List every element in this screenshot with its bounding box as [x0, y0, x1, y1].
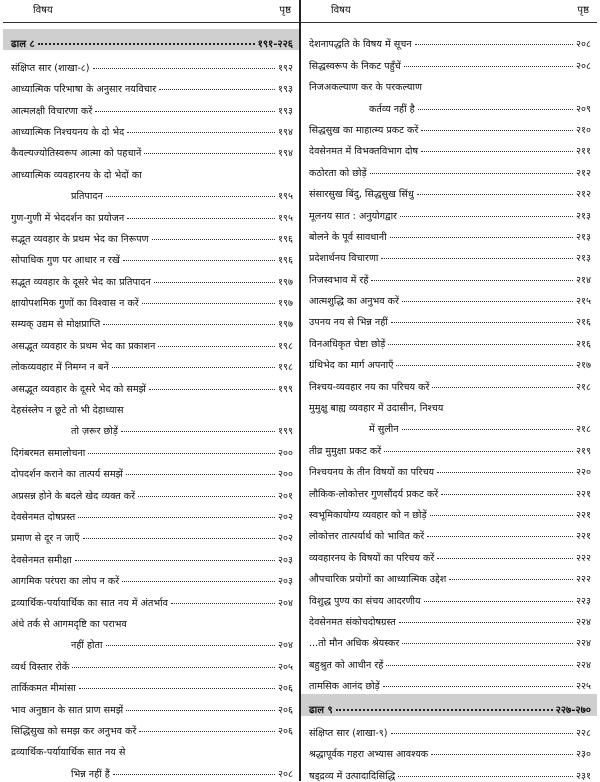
left-entry-list — [3, 29, 299, 780]
entry-page-number: २०८ — [576, 60, 591, 72]
entry-page-number: २३० — [576, 749, 591, 761]
dot-leader — [158, 346, 275, 347]
toc-entry — [3, 330, 299, 351]
toc-entry — [3, 138, 299, 159]
dot-leader — [391, 733, 573, 734]
dot-leader — [421, 130, 573, 131]
entry-title: श्रद्धापूर्वक गहरा अभ्यास आवश्यक — [309, 749, 429, 761]
entry-page-number: २१९ — [576, 445, 591, 457]
dot-leader — [83, 538, 275, 539]
entry-title: क्षायोपशमिक गुणों का विश्वास न करें — [11, 298, 139, 310]
toc-entry — [3, 758, 299, 779]
dot-leader — [383, 686, 573, 687]
dot-leader — [95, 111, 275, 112]
toc-entry — [3, 480, 299, 501]
entry-title: असद्भूत व्यवहार के प्रथम भेद का प्रकाशन — [11, 340, 156, 352]
entry-title: ...तो मौन अधिक श्रेयस्कर — [309, 638, 400, 650]
entry-page-number: २१८ — [576, 424, 591, 436]
entry-title: औपचारिक प्रयोगों का आध्यात्मिक उद्देश — [309, 574, 447, 586]
toc-entry — [3, 266, 299, 287]
toc-entry — [3, 181, 299, 202]
dot-leader — [121, 431, 275, 432]
toc-entry — [301, 585, 597, 606]
entry-title: मुमुक्षु बाह्य व्यवहार में उदासीन, निश्चय — [309, 403, 444, 415]
dot-leader — [437, 558, 573, 559]
entry-title: में सुलीन — [369, 424, 399, 436]
toc-entry — [301, 457, 597, 478]
toc-entry — [3, 459, 299, 480]
entry-title: कैवल्यज्योतिस्वरूप आत्मा को पहचानें — [11, 148, 142, 160]
toc-entry — [3, 630, 299, 651]
entry-title: देवसेनमत समीक्षा — [11, 554, 72, 566]
entry-title: षड्द्रव्य में उत्पादादिसिद्धि — [309, 770, 396, 782]
toc-entry — [301, 286, 597, 307]
entry-page-number: २२४ — [576, 638, 591, 650]
entry-page-number: २१७ — [576, 360, 591, 372]
toc-entry — [301, 478, 597, 499]
entry-page-number: १९६ — [278, 255, 293, 267]
dot-leader — [144, 153, 275, 154]
dot-leader — [122, 581, 275, 582]
entry-title: कर्तव्य नहीं है — [369, 103, 415, 115]
right-column-header — [301, 0, 597, 23]
toc-entry — [3, 74, 299, 95]
entry-title: निजस्वभाव में रहें — [309, 274, 369, 286]
entry-page-number: २०२ — [278, 533, 293, 545]
entry-page-number: २०० — [278, 447, 293, 459]
dot-leader — [138, 496, 275, 497]
toc-entry — [301, 307, 597, 328]
entry-title: ग्रंथिभेद का मार्ग अपनाएँ — [309, 360, 394, 372]
entry-page-number: १९९ — [278, 426, 293, 438]
dot-leader — [75, 560, 275, 561]
entry-page-number: २२५ — [576, 681, 591, 693]
entry-page-number: २१३ — [576, 210, 591, 222]
dot-leader — [159, 89, 275, 90]
toc-entry — [3, 52, 299, 73]
toc-entry — [301, 243, 597, 264]
entry-page-number: २२२ — [576, 574, 591, 586]
toc-entry — [3, 523, 299, 544]
entry-page-number: २२१ — [576, 509, 591, 521]
entry-page-number: १९२ — [278, 62, 293, 74]
entry-title: सोपाधिक गुण पर आधार न रखें — [11, 255, 120, 267]
toc-entry — [301, 371, 597, 392]
entry-page-number: २२१ — [576, 531, 591, 543]
entry-page-number: २११ — [576, 146, 591, 158]
page-heading: पृष्ठ — [577, 5, 589, 16]
entry-title: आगमिक परंपरा का लोप न करें — [11, 576, 120, 588]
entry-title: तो ज़रूर छोड़ें — [71, 426, 118, 438]
dot-leader — [38, 43, 255, 45]
dot-leader — [415, 44, 573, 45]
entry-title: देशनापद्धति के विषय में सूचन — [309, 39, 412, 51]
entry-title: ढाल ९ — [309, 704, 333, 716]
entry-title: नहीं होता — [71, 640, 103, 652]
dot-leader — [402, 429, 573, 430]
entry-title: मूलनय सात : अनुयोगद्वार — [309, 210, 397, 222]
dot-leader — [127, 132, 275, 133]
dot-leader — [390, 237, 573, 238]
entry-title: विनअधिकृत चेष्टा छोड़ें — [309, 338, 386, 350]
entry-page-number: १९६ — [278, 233, 293, 245]
entry-page-number: २१३ — [576, 253, 591, 265]
toc-entry — [301, 718, 597, 739]
dot-leader — [142, 303, 275, 304]
dot-leader — [421, 151, 573, 152]
entry-title: आध्यात्मिक व्यवहारनय के दो भेदों का — [11, 169, 142, 181]
entry-title: भिन्न नहीं हैं — [71, 768, 110, 780]
entry-title: स्वभूमिकायोग्य व्यवहार को न छोड़ें — [309, 509, 427, 521]
entry-page-number: १९३ — [278, 84, 293, 96]
toc-entry — [301, 760, 597, 781]
toc-entry — [3, 224, 299, 245]
toc-entry — [301, 414, 597, 435]
toc-entry — [301, 200, 597, 221]
entry-title: व्यर्थ विस्तार रोकें — [11, 661, 70, 673]
toc-entry — [3, 373, 299, 394]
dot-leader — [388, 344, 573, 345]
entry-page-number: २१३ — [576, 231, 591, 243]
entry-title: गुण-गुणी में भेददर्शन का प्रयोजन — [11, 212, 125, 224]
toc-entry — [301, 649, 597, 670]
entry-page-number: १९५ — [278, 212, 293, 224]
entry-page-number: २०३ — [278, 576, 293, 588]
entry-page-number: १९४ — [278, 148, 293, 160]
toc-entry — [3, 502, 299, 523]
dot-leader — [396, 365, 573, 366]
toc-entry — [301, 739, 597, 760]
entry-page-number: २०६ — [278, 683, 293, 695]
dot-leader — [154, 282, 275, 283]
entry-title: कठोरता को छोड़ें — [309, 167, 367, 179]
toc-entry — [3, 159, 299, 180]
entry-page-number: २०८ — [278, 768, 293, 780]
entry-page-number: २१२ — [576, 189, 591, 201]
entry-title: प्रतिपादन — [71, 191, 103, 203]
toc-entry — [301, 157, 597, 178]
entry-title: संक्षिप्त सार (शाखा-९) — [309, 727, 388, 739]
entry-title: आत्मलक्षी विचारणा करें — [11, 105, 93, 117]
dot-leader — [400, 216, 573, 217]
toc-entry — [3, 694, 299, 715]
entry-title: देवसेनमत संकोचदोषग्रस्त — [309, 616, 396, 628]
toc-entry — [301, 671, 597, 692]
dot-leader — [78, 517, 275, 518]
dot-leader — [381, 258, 573, 259]
dot-leader — [424, 601, 573, 602]
dot-leader — [384, 451, 573, 452]
entry-page-number: २२४ — [576, 659, 591, 671]
toc-entry — [3, 395, 299, 416]
dot-leader — [149, 389, 275, 390]
toc-entry — [301, 500, 597, 521]
toc-entry — [3, 202, 299, 223]
dot-leader — [106, 645, 276, 646]
entry-page-number: १९७ — [278, 319, 293, 331]
entry-page-number: २०६ — [278, 725, 293, 737]
entry-title: भाव अनुष्ठान के सात प्राण समझें — [11, 704, 124, 716]
toc-entry — [3, 544, 299, 565]
toc-entry — [3, 437, 299, 458]
dot-leader — [72, 667, 275, 668]
toc-entry — [3, 737, 299, 758]
entry-title: निश्चय-व्यवहार नय का परिचय करें — [309, 381, 430, 393]
dot-leader — [112, 367, 275, 368]
entry-page-number: १९१-२२६ — [257, 39, 293, 51]
toc-entry — [3, 716, 299, 737]
toc-entry — [301, 222, 597, 243]
dot-leader — [404, 66, 573, 67]
dot-leader — [391, 322, 573, 323]
dot-leader — [171, 603, 275, 604]
entry-page-number: २१४ — [576, 274, 591, 286]
entry-page-number: २१० — [576, 124, 591, 136]
toc-entry — [301, 29, 597, 50]
toc-entry — [301, 435, 597, 456]
toc-entry — [301, 350, 597, 371]
dot-leader — [427, 536, 573, 537]
subject-heading: विषय — [331, 5, 351, 16]
entry-page-number: २२४ — [576, 616, 591, 628]
toc-entry — [301, 264, 597, 285]
entry-title: ढाल ८ — [11, 39, 35, 51]
toc-entry — [3, 416, 299, 437]
entry-page-number: २१२ — [576, 167, 591, 179]
entry-page-number: २१५ — [576, 296, 591, 308]
entry-page-number: १९९ — [278, 383, 293, 395]
toc-entry — [301, 50, 597, 71]
dot-leader — [127, 218, 275, 219]
toc-entry — [3, 117, 299, 138]
entry-title: अंधे तर्क से आगमदृष्टि का पराभव — [11, 618, 127, 630]
dot-leader — [106, 196, 275, 197]
entry-page-number: १९७ — [278, 276, 293, 288]
entry-title: सम्यक् उद्यम से मोक्षप्राप्ति — [11, 319, 101, 331]
entry-page-number: १९८ — [278, 362, 293, 374]
dot-leader — [417, 194, 573, 195]
toc-entry — [301, 564, 597, 585]
page-heading: पृष्ठ — [279, 5, 291, 16]
dot-leader — [386, 665, 573, 666]
dot-leader — [152, 239, 275, 240]
toc-entry — [301, 179, 597, 200]
entry-title: निश्चयनय के तीन विषयों का परिचय — [309, 467, 435, 479]
entry-page-number: १९४ — [278, 126, 293, 138]
entry-title: द्रव्यार्थिक-पर्यायार्थिक का सात नय में अंतर्भाव — [11, 597, 168, 609]
dot-leader — [88, 453, 275, 454]
entry-title: तार्किकमत मीमांसा — [11, 683, 76, 695]
entry-page-number: २२७-२७० — [555, 704, 591, 716]
entry-page-number: २०३ — [278, 554, 293, 566]
entry-title: देवसेनमत दोषप्रस्त — [11, 511, 76, 523]
dot-leader — [432, 387, 573, 388]
toc-entry — [3, 673, 299, 694]
entry-title: अप्रसन्न होने के बदले खेद व्यक्त करें — [11, 490, 136, 502]
entry-title: सिद्धिसुख को समझ कर अनुभव करें — [11, 725, 137, 737]
toc-entry — [301, 542, 597, 563]
dot-leader — [398, 776, 573, 777]
entry-page-number: २०४ — [278, 597, 293, 609]
dot-leader — [399, 622, 573, 623]
entry-page-number: २०० — [278, 469, 293, 481]
toc-entry — [301, 136, 597, 157]
dot-leader — [93, 68, 275, 69]
entry-title: प्रदेशार्थनय विचारणा — [309, 253, 379, 265]
section-heading-row — [3, 29, 299, 50]
dot-leader — [79, 688, 275, 689]
entry-page-number: २२३ — [576, 595, 591, 607]
right-entry-list — [301, 29, 597, 782]
toc-entry — [301, 115, 597, 136]
entry-title: प्रमाण से दूर न जाएँ — [11, 533, 80, 545]
entry-page-number: २२० — [576, 467, 591, 479]
dot-leader — [431, 754, 573, 755]
toc-entry — [3, 587, 299, 608]
dot-leader — [441, 494, 573, 495]
entry-page-number: १९३ — [278, 105, 293, 117]
entry-page-number: २३१ — [576, 770, 591, 782]
dot-leader — [139, 731, 275, 732]
entry-title: देहसंस्लेप न छूटे तो भी देहाध्यास — [11, 405, 124, 417]
dot-leader — [103, 324, 275, 325]
toc-entry — [3, 609, 299, 630]
dot-leader — [371, 280, 573, 281]
toc-entry — [3, 651, 299, 672]
entry-title: सद्भूत व्यवहार के दूसरे भेद का प्रतिपादन — [11, 276, 151, 288]
dot-leader — [402, 643, 573, 644]
entry-page-number: २०९ — [576, 103, 591, 115]
entry-title: लोकव्यवहार में निमग्न न बनें — [11, 362, 109, 374]
dot-leader — [430, 515, 573, 516]
entry-title: बोलने के पूर्व सावधानी — [309, 231, 387, 243]
entry-title: आध्यात्मिक परिभाषा के अनुसार नयविचार — [11, 84, 157, 96]
entry-page-number: १९५ — [278, 191, 293, 203]
entry-page-number: २१८ — [576, 381, 591, 393]
entry-title: दिगंबरमत समालोचना — [11, 447, 86, 459]
entry-page-number: २१६ — [576, 338, 591, 350]
left-column — [3, 0, 299, 781]
toc-entry — [3, 245, 299, 266]
dot-leader — [402, 301, 573, 302]
entry-page-number: २०५ — [278, 661, 293, 673]
entry-title: दोपदर्शन कराने का तात्पर्य समझें — [11, 469, 123, 481]
entry-page-number: २२१ — [576, 488, 591, 500]
entry-title: बहुश्रुत को आधीन रहें — [309, 659, 384, 671]
toc-entry — [3, 352, 299, 373]
entry-title: निजअकल्याण कर के परकल्याण — [309, 82, 422, 94]
entry-title: तीव्र मुमुक्षा प्रकट करें — [309, 445, 382, 457]
toc-entry — [3, 309, 299, 330]
entry-title: उपनय नय से भिन्न नहीं — [309, 317, 388, 329]
dot-leader — [126, 710, 275, 711]
toc-entry — [3, 566, 299, 587]
left-column-header — [3, 0, 299, 23]
dot-leader — [370, 173, 573, 174]
entry-title: द्रव्यार्थिक-पर्यायार्थिक सात नय से — [11, 747, 126, 759]
entry-title: सद्भूत व्यवहार के प्रथम भेद का निरूपण — [11, 233, 149, 245]
entry-title: सिद्धसुख का माहात्म्य प्रकट करें — [309, 124, 419, 136]
right-column — [301, 0, 597, 781]
entry-title: देवसेनमत में विभक्तविभाग दोष — [309, 146, 419, 158]
dot-leader — [123, 260, 275, 261]
entry-page-number: २०६ — [278, 704, 293, 716]
entry-title: आत्मशुद्धि का अनुभव करें — [309, 296, 399, 308]
entry-title: आध्यात्मिक निश्चयनय के दो भेद — [11, 126, 125, 138]
entry-page-number: २२८ — [576, 727, 591, 739]
toc-entry — [301, 93, 597, 114]
dot-leader — [449, 579, 573, 580]
toc-entry — [301, 607, 597, 628]
entry-title: तामसिक आनंद छोड़ें — [309, 681, 380, 693]
dot-leader — [418, 109, 573, 110]
entry-title: लोकोत्तर तात्पर्यार्थ को भावित करें — [309, 531, 425, 543]
toc-entry — [3, 95, 299, 116]
entry-page-number: २०२ — [278, 511, 293, 523]
entry-title: लौकिक-लोकोत्तर गुणसौंदर्य प्रकट करें — [309, 488, 439, 500]
entry-page-number: १९७ — [278, 298, 293, 310]
toc-entry — [301, 72, 597, 93]
entry-title: असद्भूत व्यवहार के दूसरे भेद को समझें — [11, 383, 146, 395]
entry-page-number: २२२ — [576, 552, 591, 564]
entry-title: संसारसुख बिंदु, सिद्धसुख सिंधु — [309, 189, 414, 201]
dot-leader — [336, 709, 553, 711]
subject-heading: विषय — [33, 5, 53, 16]
entry-title: विशुद्ध पुण्य का संचय आदरणीय — [309, 595, 421, 607]
entry-page-number: १९८ — [278, 340, 293, 352]
dot-leader — [113, 774, 275, 775]
entry-page-number: २१६ — [576, 317, 591, 329]
entry-page-number: २०१ — [278, 490, 293, 502]
entry-title: व्यवहारनय के विषयों का परिचय करें — [309, 552, 435, 564]
entry-title: संक्षिप्त सार (शाखा-८) — [11, 62, 90, 74]
toc-entry — [3, 288, 299, 309]
entry-page-number: २०४ — [278, 640, 293, 652]
toc-entry — [301, 628, 597, 649]
toc-entry — [301, 521, 597, 542]
dot-leader — [126, 474, 275, 475]
dot-leader — [437, 472, 573, 473]
section-heading-row — [301, 694, 597, 715]
toc-entry — [301, 393, 597, 414]
entry-page-number: २०८ — [576, 39, 591, 51]
toc-entry — [301, 328, 597, 349]
entry-title: सिद्धस्वरूप के निकट पहुँचें — [309, 60, 401, 72]
